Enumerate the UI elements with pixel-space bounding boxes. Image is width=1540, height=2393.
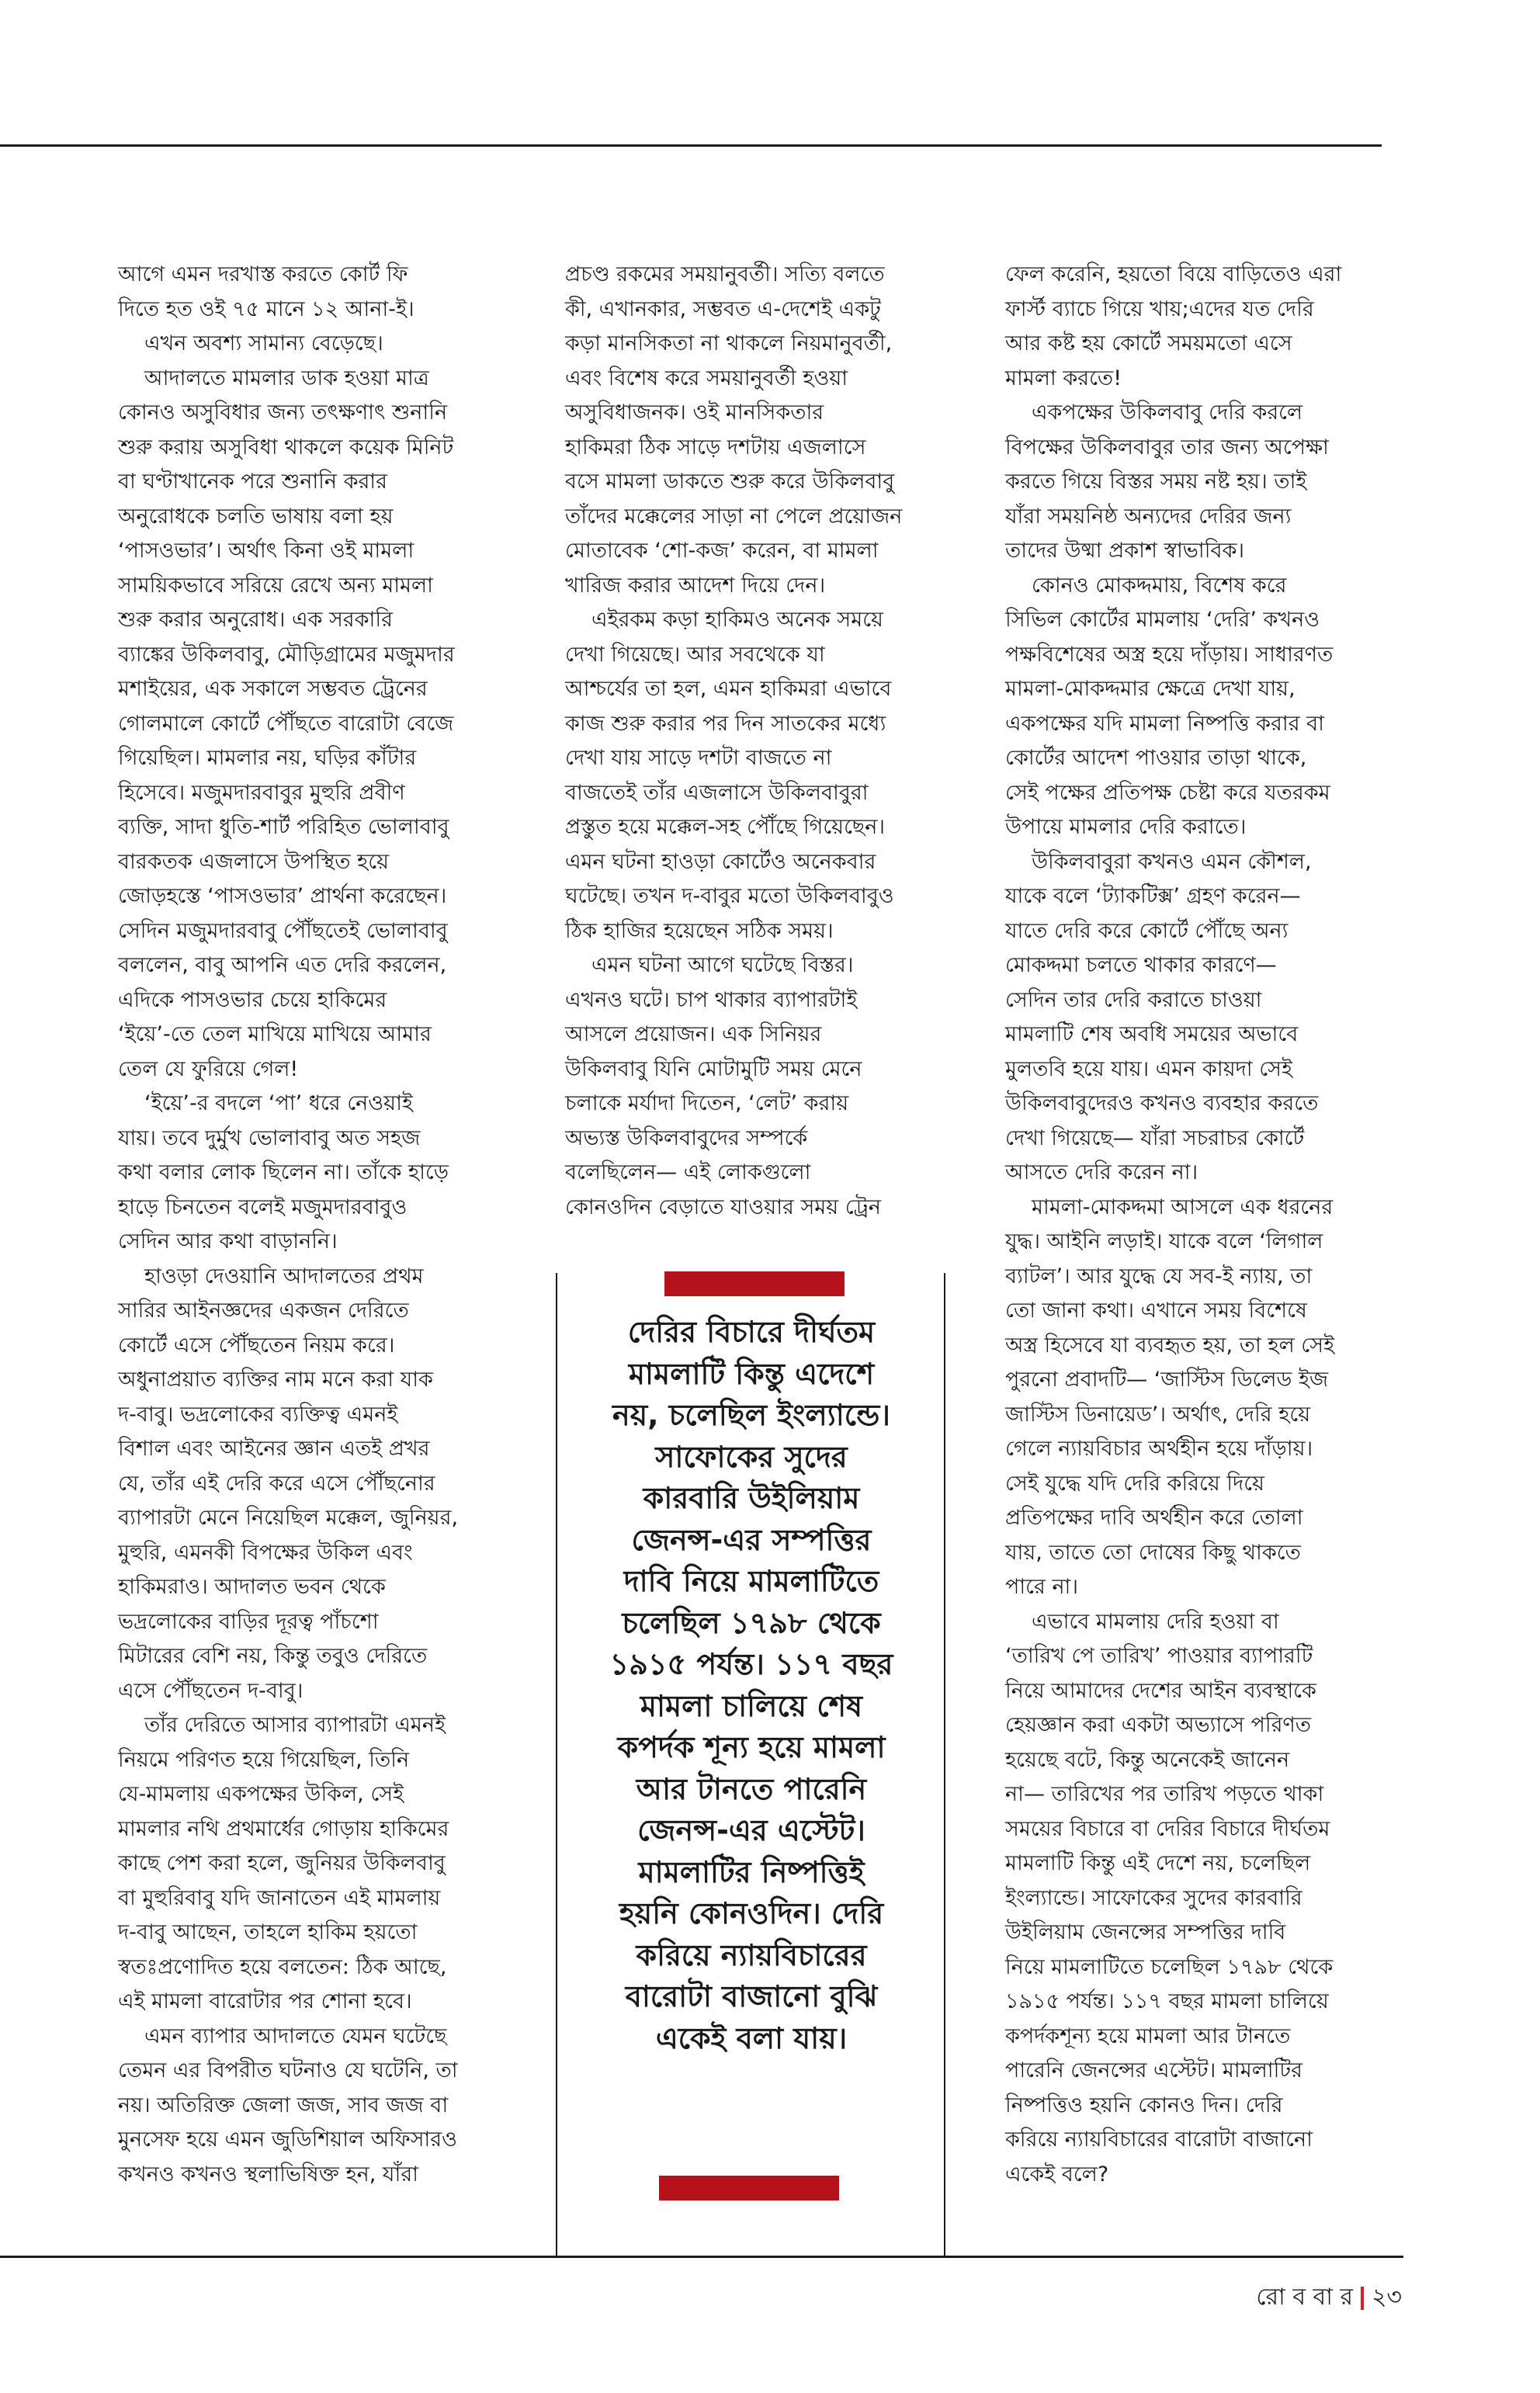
pull-quote-line: দেরির বিচারে দীর্ঘতম [627,1315,876,1349]
pull-quote-line: করিয়ে ন্যায়বিচারের [636,1937,867,1972]
text-line: যুদ্ধ। আইনি লড়াই। যাকে বলে ‘লিগাল [1005,1229,1323,1254]
text-line: প্রস্তুত হয়ে মক্কেল-সহ পৌঁছে গিয়েছেন। [565,815,886,839]
text-line: কোনও মোকদ্দমায়, বিশেষ করে [1032,573,1287,598]
text-line: কাজ শুরু করার পর দিন সাতকের মধ্যে [565,711,886,736]
text-line: করতে গিয়ে বিস্তর সময় নষ্ট হয়। তাই [1005,470,1307,494]
text-line: আগে এমন দরখাস্ত করতে কোর্ট ফি [118,262,408,286]
text-line: দেখা গিয়েছে। আর সবথেকে যা [565,642,825,667]
text-line: উপায়ে মামলার দেরি করাতে। [1005,815,1247,839]
text-line: অধুনাপ্রয়াত ব্যক্তির নাম মনে করা যাক [118,1368,433,1392]
text-line: হাকিমরা ঠিক সাড়ে দশটায় এজলাসে [565,435,866,460]
pull-quote-line: আর টানতে পারেনি [636,1771,867,1806]
pull-quote-line: কপর্দক শূন্য হয়ে মামলা [617,1730,886,1764]
pull-quote [557,1312,945,2059]
text-line: সেই পক্ষের প্রতিপক্ষ চেষ্টা করে যতরকম [1005,780,1330,805]
text-line: গিয়েছিল। মামলার নয়, ঘড়ির কাঁটার [118,746,417,770]
text-line: প্রচণ্ড রকমের সময়ানুবর্তী। সত্যি বলতে [565,262,885,286]
text-line: ঘটেছে। তখন দ-বাবুর মতো উকিলবাবুও [565,884,894,908]
text-line: যায়, তাতে তো দোষের কিছু থাকতে [1005,1540,1301,1565]
text-line: মামলার নথি প্রথমার্ধের গোড়ায় হাকিমের [118,1816,449,1841]
pull-quote-line: মামলা চালিয়ে শেষ [640,1688,863,1723]
text-line: জোড়হস্তে ‘পাসওভার’ প্রার্থনা করেছেন। [118,884,447,908]
text-line: তো জানা কথা। এখানে সময় বিশেষে [1005,1299,1307,1323]
text-line: পারে না। [1005,1575,1079,1599]
text-line: হাড়ে চিনতেন বলেই মজুমদারবাবুও [118,1195,408,1219]
page-footer [1256,2278,1402,2318]
footer-separator [1361,2287,1364,2310]
text-line: এভাবে মামলায় দেরি হওয়া বা [1032,1609,1279,1634]
text-line: এমন ঘটনা আগে ঘটেছে বিস্তর। [591,953,854,977]
text-line: কড়া মানসিকতা না থাকলে নিয়মানুবর্তী, [565,331,893,355]
text-line: আর কষ্ট হয় কোর্টে সময়মতো এসে [1005,331,1292,355]
text-line: নিষ্পত্তিও হয়নি কোনও দিন। দেরি [1005,2093,1283,2117]
text-line: জাস্টিস ডিনায়েড’। অর্থাৎ, দেরি হয়ে [1005,1402,1311,1427]
column-left [118,258,522,2192]
text-line: সেদিন মজুমদারবাবু পৌঁছতেই ভোলাবাবু [118,918,448,943]
text-line: বিপক্ষের উকিলবাবুর তার জন্য অপেক্ষা [1005,435,1329,460]
text-line: চলাকে মর্যাদা দিতেন, ‘লেট’ করায় [565,1091,849,1115]
text-line: মুহুরি, এমনকী বিপক্ষের উকিল এবং [118,1540,413,1565]
text-line: কপর্দকশূন্য হয়ে মামলা আর টানতে [1005,2024,1291,2048]
magazine-name: রো ব বা র [1256,2284,1353,2311]
text-line: ব্যাঙ্কের উকিলবাবু, মৌড়িগ্রামের মজুমদার [118,642,455,667]
page-number: ২৩ [1371,2284,1402,2311]
text-line: এদিকে পাসওভার চেয়ে হাকিমের [118,987,387,1012]
pull-quote-line: কারবারি উইলিয়াম [643,1481,860,1515]
text-line: ‘তারিখ পে তারিখ’ পাওয়ার ব্যাপারটি [1005,1644,1313,1668]
text-line: অসুবিধাজনক। ওই মানসিকতার [565,401,824,425]
text-line: দিতে হত ওই ৭৫ মানে ১২ আনা-ই। [118,297,414,321]
text-line: ১৯১৫ পর্যন্ত। ১১৭ বছর মামলা চালিয়ে [1005,1989,1329,2013]
pull-quote-line: হয়নি কোনওদিন। দেরি [619,1896,884,1930]
text-line: তেমন এর বিপরীত ঘটনাও যে ঘটেনি, তা [118,2058,458,2083]
text-line: এমন ঘটনা হাওড়া কোর্টেও অনেকবার [565,849,876,874]
text-line: পুরনো প্রবাদটি— ‘জাস্টিস ডিলেড ইজ [1005,1368,1329,1392]
text-line: তাঁর দেরিতে আসার ব্যাপারটা এমনই [144,1713,446,1737]
pull-quote-line: জেনন্স-এর এস্টেট। [637,1813,865,1847]
text-line: মোকদ্দমা চলতে থাকার কারণে— [1005,953,1277,977]
text-line: নয়। অতিরিক্ত জেলা জজ, সাব জজ বা [118,2093,449,2117]
text-line: তেল যে ফুরিয়ে গেল! [118,1056,299,1081]
text-line: নিয়ে আমাদের দেশের আইন ব্যবস্থাকে [1005,1678,1316,1703]
text-line: কথা বলার লোক ছিলেন না। তাঁকে হাড়ে [118,1160,449,1184]
text-line: ‘পাসওভার’। অর্থাৎ কিনা ওই মামলা [118,539,414,563]
text-line: শুরু করায় অসুবিধা থাকলে কয়েক মিনিট [118,435,454,460]
text-line: আশ্চর্যের তা হল, এমন হাকিমরা এভাবে [565,677,892,701]
text-line: ফার্স্ট ব্যাচে গিয়ে খায়;এদের যত দেরি [1005,297,1314,321]
text-line: হাওড়া দেওয়ানি আদালতের প্রথম [144,1264,424,1288]
column-middle [565,258,953,1225]
text-line: করিয়ে ন্যায়বিচারের বারোটা বাজানো [1005,2128,1313,2152]
text-line: মামলাটি শেষ অবধি সময়ের অভাবে [1005,1022,1299,1046]
text-line: পক্ষবিশেষের অস্ত্র হয়ে দাঁড়ায়। সাধারণত [1005,642,1334,667]
text-line: ঠিক হাজির হয়েছেন সঠিক সময়। [565,918,834,943]
text-line: উইলিয়াম জেনন্সের সম্পত্তির দাবি [1005,1920,1286,1944]
text-line: মুলতবি হয়ে যায়। এমন কায়দা সেই [1005,1056,1293,1081]
text-line: তাদের উষ্মা প্রকাশ স্বাভাবিক। [1005,539,1245,563]
text-line: এইরকম কড়া হাকিমও অনেক সময়ে [591,608,883,632]
pull-quote-line: সাফোকের সুদের [655,1439,848,1474]
text-line: যে, তাঁর এই দেরি করে এসে পৌঁছনোর [118,1471,435,1496]
column-right [1005,258,1409,2192]
text-line: বারকতক এজলাসে উপস্থিত হয়ে [118,849,389,874]
text-line: বলেছিলেন— এই লোকগুলো [565,1160,811,1184]
text-line: তাঁদের মক্কেলের সাড়া না পেলে প্রয়োজন [565,504,903,529]
text-line: হেয়জ্ঞান করা একটা অভ্যাসে পরিণত [1005,1713,1312,1737]
text-line: গোলমালে কোর্টে পৌঁছতে বারোটা বেজে [118,711,454,736]
text-line: মামলা-মোকদ্দমার ক্ষেত্রে দেখা যায়, [1005,677,1295,701]
bottom-rule [0,2256,1403,2258]
text-line: ব্যাপারটা মেনে নিয়েছিল মক্কেল, জুনিয়র, [118,1506,459,1530]
text-line: ব্যাটল’। আর যুদ্ধে যে সব-ই ন্যায়, তা [1005,1264,1313,1288]
text-line: বাজতেই তাঁর এজলাসে উকিলবাবুরা [565,780,869,805]
pull-quote-line: জেনন্স-এর সম্পত্তির [631,1522,872,1557]
text-line: বসে মামলা ডাকতে শুরু করে উকিলবাবু [565,470,895,494]
text-line: আসতে দেরি করেন না। [1005,1160,1198,1184]
text-line: খারিজ করার আদেশ দিয়ে দেন। [565,573,826,598]
text-line: অনুরোধকে চলতি ভাষায় বলা হয় [118,504,394,529]
pull-quote-line: বারোটা বাজানো বুঝি [625,1979,878,2013]
text-line: সেদিন তার দেরি করাতে চাওয়া [1005,987,1262,1012]
text-line: একেই বলে? [1005,2162,1109,2187]
pull-quote-bottom-accent-bar [659,2176,839,2201]
text-line: না— তারিখের পর তারিখ পড়তে থাকা [1005,1782,1324,1806]
text-line: এসে পৌঁছতেন দ-বাবু। [118,1678,303,1703]
text-line: কখনও কখনও স্থলাভিষিক্ত হন, যাঁরা [118,2162,418,2187]
text-line: ব্যক্তি, সাদা ধুতি-শার্ট পরিহিত ভোলাবাবু [118,815,449,839]
pull-quote-line: চলেছিল ১৭৯৮ থেকে [622,1605,881,1640]
text-line: সারির আইনজ্ঞদের একজন দেরিতে [118,1299,409,1323]
text-line: পারেনি জেনন্সের এস্টেট। মামলাটির [1005,2058,1302,2083]
text-line: এখন অবশ্য সামান্য বেড়েছে। [144,331,383,355]
text-line: গেলে ন্যায়বিচার অর্থহীন হয়ে দাঁড়ায়। [1005,1437,1313,1461]
text-line: দ-বাবু। ভদ্রলোকের ব্যক্তিত্ব এমনই [118,1402,398,1427]
text-line: ভদ্রলোকের বাড়ির দূরত্ব পাঁচশো [118,1609,379,1634]
pull-quote-line: নয়, চলেছিল ইংল্যান্ডে। [612,1398,890,1432]
pull-quote-line: ১৯১৫ পর্যন্ত। ১১৭ বছর [609,1647,893,1681]
text-line: কাছে পেশ করা হলে, জুনিয়র উকিলবাবু [118,1851,446,1875]
text-line: একপক্ষের যদি মামলা নিষ্পত্তি করার বা [1005,711,1325,736]
text-line: আসলে প্রয়োজন। এক সিনিয়র [565,1022,822,1046]
text-line: এমন ব্যাপার আদালতে যেমন ঘটেছে [144,2024,447,2048]
text-line: আদালতে মামলার ডাক হওয়া মাত্র [144,366,429,390]
text-line: সেই যুদ্ধে যদি দেরি করিয়ে দিয়ে [1005,1471,1265,1496]
pull-quote-line: মামলাটি কিন্তু এদেশে [628,1356,875,1391]
text-line: এবং বিশেষ করে সময়ানুবর্তী হওয়া [565,366,848,390]
text-line: যাতে দেরি করে কোর্টে পৌঁছে অন্য [1005,918,1289,943]
text-line: মামলাটি কিন্তু এই দেশে নয়, চলেছিল [1005,1851,1311,1875]
text-line: সময়ের বিচারে বা দেরির বিচারে দীর্ঘতম [1005,1816,1330,1841]
text-line: যাকে বলে ‘ট্যাকটিক্স’ গ্রহণ করেন— [1005,884,1301,908]
text-line: উকিলবাবু যিনি মোটামুটি সময় মেনে [565,1056,862,1081]
text-line: হাকিমরাও। আদালত ভবন থেকে [118,1575,386,1599]
text-line: হিসেবে। মজুমদারবাবুর মুহুরি প্রবীণ [118,780,405,805]
text-line: সেদিন আর কথা বাড়াননি। [118,1229,338,1254]
pull-quote-line: একেই বলা যায়। [655,2020,848,2055]
text-line: ইংল্যান্ডে। সাফোকের সুদের কারবারি [1005,1885,1302,1910]
pull-quote-top-accent-bar [664,1271,845,1296]
text-line: মামলা-মোকদ্দমা আসলে এক ধরনের [1032,1195,1334,1219]
top-rule [0,144,1382,147]
text-line: নিয়ে মামলাটিতে চলেছিল ১৭৯৮ থেকে [1005,1954,1334,1979]
text-line: কী, এখানকার, সম্ভবত এ-দেশেই একটু [565,297,881,321]
text-line: কোনওদিন বেড়াতে যাওয়ার সময় ট্রেন [565,1195,882,1219]
text-line: যাঁরা সময়নিষ্ঠ অন্যদের দেরির জন্য [1005,504,1292,529]
text-line: একপক্ষের উকিলবাবু দেরি করলে [1032,401,1303,425]
text-line: ‘ইয়ে’-তে তেল মাখিয়ে মাখিয়ে আমার [118,1022,432,1046]
text-line: এই মামলা বারোটার পর শোনা হবে। [118,1989,412,2013]
text-line: বিশাল এবং আইনের জ্ঞান এতই প্রখর [118,1437,430,1461]
text-line: মামলা করতে! [1005,366,1122,390]
text-line: মুনসেফ হয়ে এমন জুডিশিয়াল অফিসারও [118,2128,457,2152]
text-line: সিভিল কোর্টের মামলায় ‘দেরি’ কখনও [1005,608,1320,632]
text-line: বললেন, বাবু আপনি এত দেরি করলেন, [118,953,447,977]
text-line: অভ্যস্ত উকিলবাবুদের সম্পর্কে [565,1125,808,1150]
text-line: কোর্টে এসে পৌঁছতেন নিয়ম করে। [118,1333,395,1358]
text-line: নিয়মে পরিণত হয়ে গিয়েছিল, তিনি [118,1747,410,1772]
text-line: প্রতিপক্ষের দাবি অর্থহীন করে তোলা [1005,1506,1303,1530]
text-line: অস্ত্র হিসেবে যা ব্যবহৃত হয়, তা হল সেই [1005,1333,1335,1358]
text-line: দেখা যায় সাড়ে দশটা বাজতে না [565,746,832,770]
text-line: বা মুহুরিবাবু যদি জানাতেন এই মামলায় [118,1885,441,1910]
text-line: স্বতঃপ্রণোদিত হয়ে বলতেন: ঠিক আছে, [118,1954,447,1979]
text-line: দ-বাবু আছেন, তাহলে হাকিম হয়তো [118,1920,418,1944]
text-line: উকিলবাবুদেরও কখনও ব্যবহার করতে [1005,1091,1319,1115]
text-line: যে-মামলায় একপক্ষের উকিল, সেই [118,1782,404,1806]
text-line: হয়েছে বটে, কিন্তু অনেকেই জানেন [1005,1747,1290,1772]
text-line: এখনও ঘটে। চাপ থাকার ব্যাপারটাই [565,987,858,1012]
text-line: কোনও অসুবিধার জন্য তৎক্ষণাৎ শুনানি [118,401,448,425]
text-line: কোর্টের আদেশ পাওয়ার তাড়া থাকে, [1005,746,1307,770]
text-line: বা ঘণ্টাখানেক পরে শুনানি করার [118,470,387,494]
pull-quote-line: দাবি নিয়ে মামলাটিতে [623,1564,879,1598]
text-line: মোতাবেক ‘শো-কজ’ করেন, বা মামলা [565,539,879,563]
text-line: মশাইয়ের, এক সকালে সম্ভবত ট্রেনের [118,677,428,701]
text-line: ফেল করেনি, হয়তো বিয়ে বাড়িতেও এরা [1005,262,1342,286]
pull-quote-line: মামলাটির নিষ্পত্তিই [638,1854,865,1889]
text-line: উকিলবাবুরা কখনও এমন কৌশল, [1032,849,1312,874]
text-line: সাময়িকভাবে সরিয়ে রেখে অন্য মামলা [118,573,433,598]
text-line: ‘ইয়ে’-র বদলে ‘পা’ ধরে নেওয়াই [144,1091,413,1115]
text-line: শুরু করার অনুরোধ। এক সরকারি [118,608,393,632]
text-line: যায়। তবে দুর্মুখ ভোলাবাবু অত সহজ [118,1125,421,1150]
text-line: দেখা গিয়েছে— যাঁরা সচরাচর কোর্টে [1005,1125,1305,1150]
text-line: মিটারের বেশি নয়, কিন্তু তবুও দেরিতে [118,1644,428,1668]
